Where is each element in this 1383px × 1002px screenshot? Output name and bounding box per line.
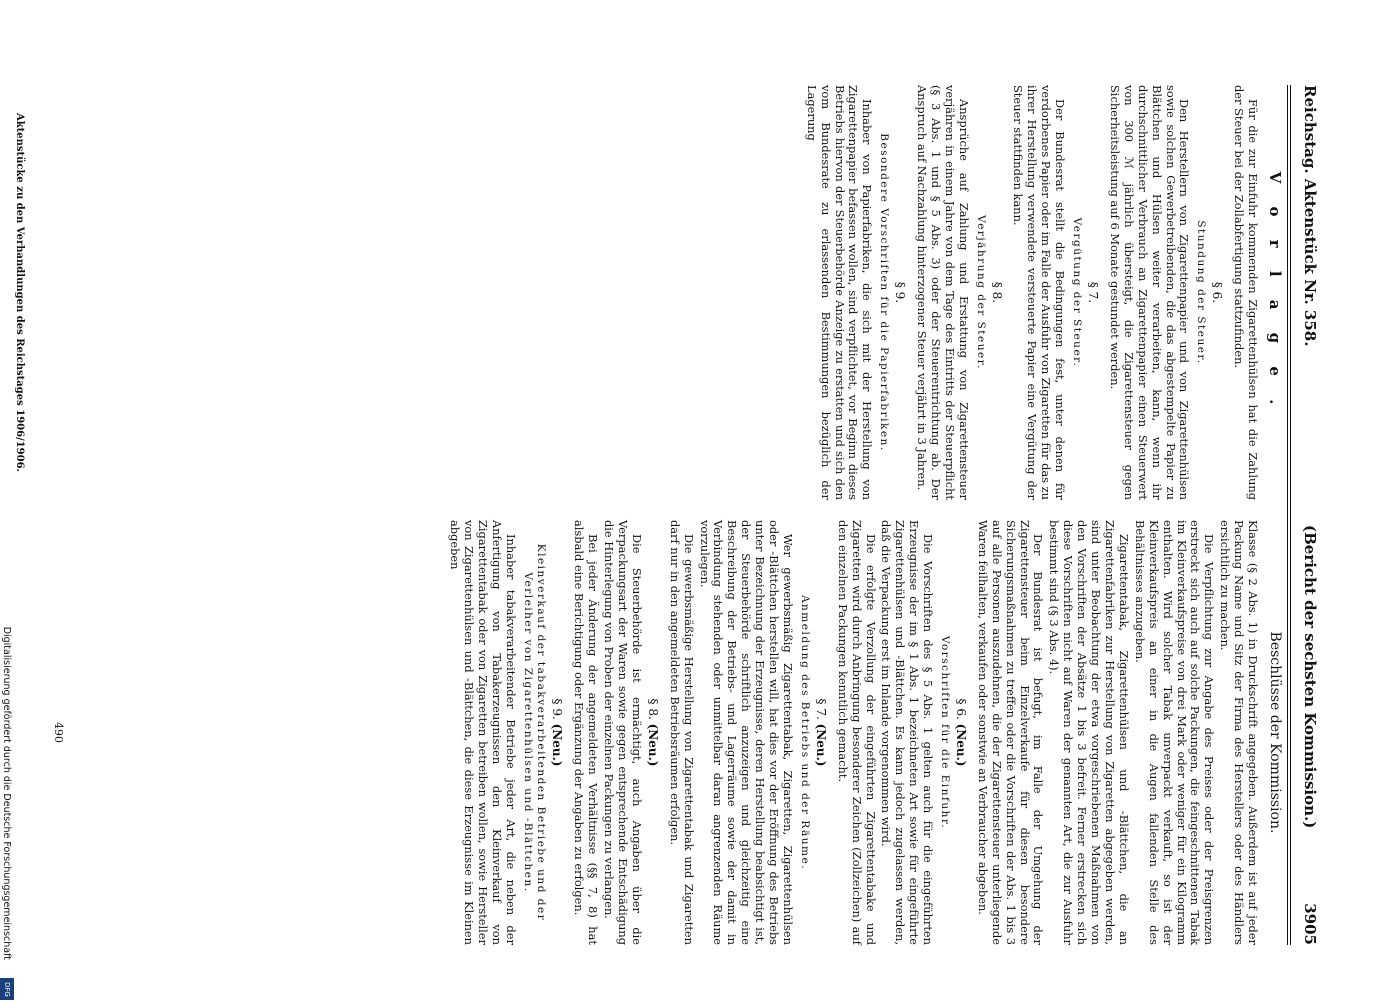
section-heading: § 9. <box>893 281 908 304</box>
page-footer: Aktenstücke zu den Verhandlungen des Reichstages 1906/1906. <box>14 112 25 473</box>
right-paragraph: Bei jeder Änderung der angemeldeten Verhältnisse (§§ 7, 8) hat alsbald eine Berichtigung oder Ergänzung der Angaben zu erfolgen. <box>572 520 601 945</box>
left-paragraph: Den Herstellern von Zigarettenpapier und von Zigarettenhülsen sowie solchen Gewerbetreibenden, die das abgestempelte Papier zu Blättchen und Hülsen weiter verarbeiten, kann, wenn ihr durchschnittlicher Verbrauch an Zigarettenpapier einen Steuerwert von 300 ℳ jährlich übersteigt, die Zigarettensteuer gegen Sicherheitsleistung auf 6 Monate gestundet werden. <box>1107 85 1192 500</box>
footer-page-number: 490 <box>52 722 65 743</box>
section-subheading: Kleinverkauf der tabakverarbeitenden Betriebe und der Verleiher von Zigarettenhülsen und -Blättchen. <box>521 543 548 922</box>
section-subheading: Stundung der Steuer. <box>1195 220 1208 365</box>
section-heading: § 8. <box>989 281 1004 304</box>
header-rule-thin <box>1287 85 1288 945</box>
dfg-credit-line <box>0 0 12 1000</box>
header-rule <box>1290 85 1291 945</box>
dfg-credit-text: Digitalisierung gefördert durch die Deutsche Forschungsgemeinschaft <box>1 626 12 960</box>
vorlage-title: V o r l a g e . <box>1266 171 1284 414</box>
kommission-title: Beschlüsse der Kommission. <box>1267 631 1283 834</box>
new-marker: (Neu.) <box>550 723 565 767</box>
new-marker: (Neu.) <box>953 723 968 767</box>
section-number: § 6. <box>953 698 968 720</box>
right-paragraph: Die Steuerbehörde ist ermächtigt, auch Angaben über die Verpackungsart der Waren sowie gegen entsprechende Entschädigung die Hinterlegung von Proben der einzelnen Packungen zu verlangen. <box>602 520 644 945</box>
left-column <box>802 85 1283 500</box>
right-paragraph: Zigarettentabak, Zigarettenhülsen und -Blättchen, die an Zigarettenfabriken zur Herstellung von Zigaretten abgegeben werden, sind unter Beobachtung der etwa vorgeschriebenen Maßnahmen von den Vorschriften der Absätze 1 bis 3 befreit. Ferner erstrecken sich diese Vorschriften nicht auf Waren der genannten Art, die zur Ausfuhr bestimmt sind (§ 3 Abs. 4). <box>1047 520 1131 945</box>
right-paragraph: Die erfolgte Verzollung der eingeführten Zigarettentabake und Zigaretten wird durch Anbringung besonderer Zeichen (Zollzeichen) auf den einzelnen Packungen kenntlich gemacht. <box>835 520 878 945</box>
header-subtitle: (Bericht der sechsten Kommission.) <box>1301 525 1319 829</box>
section-heading: § 7. <box>1086 281 1101 304</box>
header-page-number: 3905 <box>1301 903 1319 945</box>
left-paragraph: Für die zur Einfuhr kommenden Zigarettenhülsen hat die Zahlung der Steuer bei der Zollabfertigung stattzufinden. <box>1232 85 1261 500</box>
dfg-logo-text: DFG <box>3 982 11 997</box>
section-subheading: Besondere Vorschriften für die Papierfabriken. <box>878 133 891 452</box>
header-title: Reichstag. Aktenstück Nr. 358. <box>1301 85 1319 347</box>
left-paragraph: Inhaber von Papierfabriken, die sich mit der Herstellung von Zigarettenpapier befassen wollen, sind verpflichtet, vor Beginn dieses Betriebs hiervon der Steuerbehörde Anzeige zu erstatten und sich den vom Bundesrate zu erlassenden Bestimmungen bezüglich der Lagerung <box>804 85 875 500</box>
section-heading: § 6. <box>1210 281 1225 304</box>
right-paragraph: Inhaber tabakverarbeitender Betriebe jeder Art, die neben der Anfertigung von Tabakerzeugnissen den Kleinverkauf von Zigarettentabak oder von Zigaretten betreiben wollen, sowie Hersteller von Zigarettenhülsen und -Blättchen, die diese Erzeugnisse im Kleinen abgeben <box>448 520 518 945</box>
right-paragraph: Die gewerbsmäßige Herstellung von Zigarettentabak und Zigaretten darf nur in den angemeldeten Betriebsräumen erfolgen. <box>667 520 696 945</box>
section-number: § 9. <box>550 698 565 720</box>
left-paragraph: Der Bundesrat stellt die Bedingungen fest, unter denen für verdorbenes Papier oder im Falle der Ausfuhr von Zigaretten für das zu ihrer Herstellung verwendete versteuerte Papier eine Vergütung der Steuer stattfinden kann. <box>1011 85 1068 500</box>
right-paragraph: Die Vorschriften des § 5 Abs. 1 gelten auch für die eingeführten Erzeugnisse der im § 1 Abs. 1 bezeichneten Art sowie für eingeführte Zigarettenhülsen und -Blättchen. Es kann jedoch zugelassen werden, daß die Verpackung erst im Inlande vorgenommen wird. <box>879 520 936 945</box>
right-paragraph: Der Bundesrat ist befugt, im Falle der Umgehung der Zigarettensteuer beim Einzelverkaufe für diesen besondere Sicherungsmaßnahmen zu treffen oder die Vorschriften der Abs. 1 bis 3 auf alle Personen auszudehnen, die der Zigarettensteuer unterliegende Waren feilhalten, verkaufen oder sonstwie an Verbraucher abgeben. <box>975 520 1046 945</box>
page-header <box>1295 85 1319 945</box>
right-paragraph: Die Verpflichtung zur Angabe des Preises oder der Preisgrenzen erstreckt sich auch auf solche Packungen, die feingeschnittenen Tabak im Kleinverkaufspreise von drei Mark oder weniger für ein Kilogramm enthalten. Wird solcher Tabak unverpackt verkauft, so ist der Kleinverkaufspreis an einer in die Augen fallenden Stelle des Behältnisses anzugeben. <box>1132 520 1217 945</box>
section-number: § 8. <box>645 698 660 720</box>
section-heading <box>645 520 659 945</box>
right-column <box>445 520 1283 945</box>
section-subheading: Vergütung der Steuer. <box>1071 217 1084 368</box>
right-paragraph: Klasse (§ 2 Abs. 1) in Druckschrift angegeben. Außerdem ist auf jeder Packung Name und Sitz der Firma des Herstellers oder des Händlers ersichtlich zu machen. <box>1218 520 1261 945</box>
new-marker: (Neu.) <box>645 723 660 767</box>
section-heading <box>953 520 967 945</box>
section-subheading: Vorschriften für die Einfuhr. <box>939 635 952 830</box>
section-heading <box>550 520 564 945</box>
section-heading <box>813 520 827 945</box>
dfg-logo <box>0 978 14 1000</box>
section-subheading: Anmeldung des Betriebs und der Räume. <box>798 594 811 871</box>
new-marker: (Neu.) <box>813 723 828 767</box>
right-paragraph: Wer gewerbsmäßig Zigarettentabak, Zigaretten, Zigarettenhülsen oder -Blättchen herstellen will, hat dies vor der Eröffnung des Betriebs unter Bezeichnung der Erzeugnisse, deren Herstellung beabsichtigt ist, der Steuerbehörde schriftlich anzuzeigen und gleichzeitig eine Beschreibung der Betriebs- und Lagerräume sowie der damit in Verbindung stehenden oder unmittelbar daran angrenzenden Räume vorzulegen. <box>697 520 795 945</box>
left-paragraph: Ansprüche auf Zahlung und Erstattung von Zigarettensteuer verjähren in einem Jahre von dem Tage des Eintritts der Steuerpflicht (§ 3 Abs. 1 und § 5 Abs. 3) oder der Steuerentrichtung ab. Der Anspruch auf Nachzahlung hinterzogener Steuer verjährt in 3 Jahren. <box>915 85 971 500</box>
section-subheading: Verjährung der Steuer. <box>974 215 987 370</box>
section-number: § 7. <box>813 698 828 720</box>
